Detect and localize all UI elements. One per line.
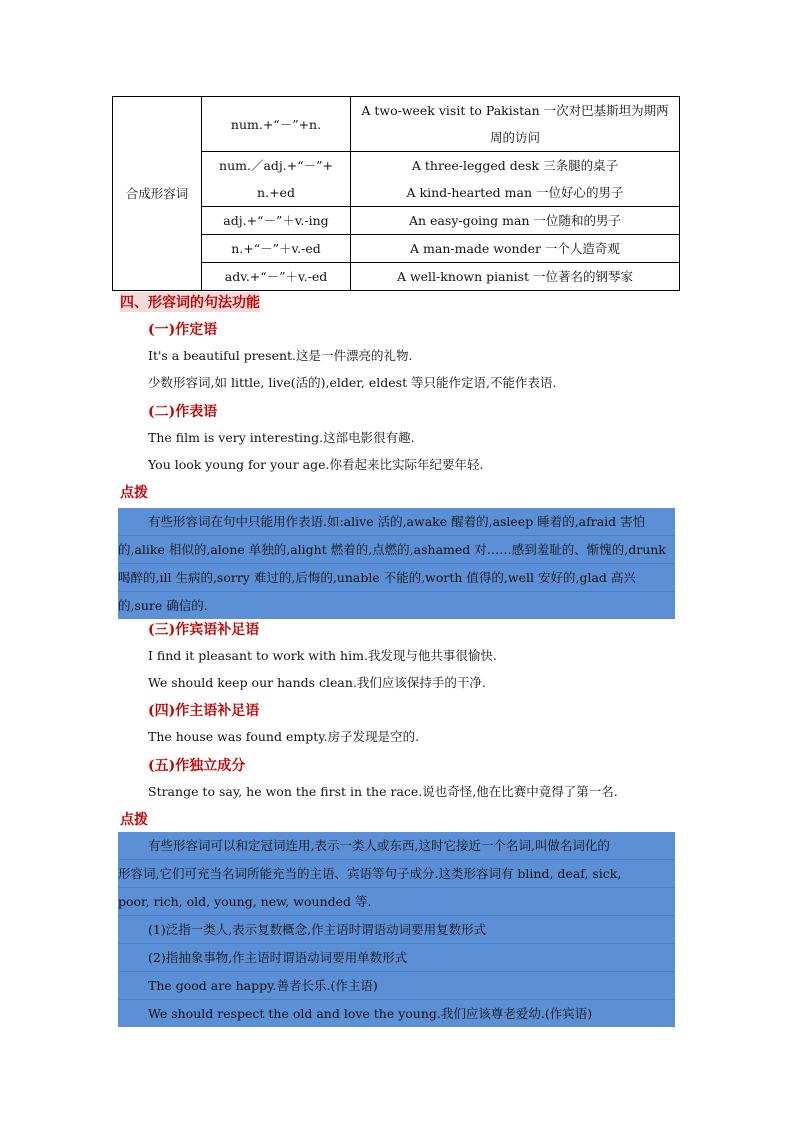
tip-line: 的,alike 相似的,alone 单独的,alight 燃着的,点燃的,ashamed 对……感到羞耻的、惭愧的,drunk xyxy=(118,536,675,564)
tip-line: 喝醉的,ill 生病的,sorry 难过的,后悔的,unable 不能的,worth 值得的,well 安好的,glad 高兴 xyxy=(118,564,675,592)
body-text: The house was found empty.房子发现是空的. xyxy=(148,729,420,744)
section-heading: 四、形容词的句法功能 xyxy=(120,292,260,312)
tip-line: 有些形容词在句中只能用作表语.如:alive 活的,awake 醒着的,asleep 睡着的,afraid 害怕 xyxy=(118,508,675,536)
pattern-cell: num.+“－”+n. xyxy=(202,97,351,152)
tip-box xyxy=(118,832,675,1027)
tip-heading: 点拨 xyxy=(120,812,148,828)
example-cell: An easy-going man 一位随和的男子 xyxy=(351,207,680,235)
table-row xyxy=(113,97,680,152)
compound-adjective-table xyxy=(112,96,680,291)
tip-heading: 点拨 xyxy=(120,485,148,501)
pattern-cell: adj.+“－”＋v.-ing xyxy=(202,207,351,235)
body-text: Strange to say, he won the first in the race.说也奇怪,他在比赛中竟得了第一名. xyxy=(148,784,618,799)
pattern-cell: adv.+“－”＋v.-ed xyxy=(202,263,351,291)
body-text: It's a beautiful present.这是一件漂亮的礼物. xyxy=(148,348,413,363)
pattern-text: n.+ed xyxy=(257,185,295,200)
tip-line: 的,sure 确信的. xyxy=(118,598,208,613)
subsection-heading: (四)作主语补足语 xyxy=(148,703,260,719)
tip-line: 有些形容词可以和定冠词连用,表示一类人或东西,这时它接近一个名词,叫做名词化的 xyxy=(118,832,675,860)
pattern-cell: n.+“－”＋v.-ed xyxy=(202,235,351,263)
tip-line: (2)指抽象事物,作主语时谓语动词要用单数形式 xyxy=(118,944,675,972)
body-text: The film is very interesting.这部电影很有趣. xyxy=(148,430,415,445)
example-cell: A well-known pianist 一位著名的钢琴家 xyxy=(351,263,680,291)
tip-line: poor, rich, old, young, new, wounded 等. xyxy=(118,888,675,916)
body-text: I find it pleasant to work with him.我发现与他共事很愉快. xyxy=(148,648,497,663)
example-text: A two-week visit to Pakistan 一次对巴基斯坦为期两 xyxy=(361,103,669,118)
example-text: A three-legged desk 三条腿的桌子 xyxy=(411,158,619,173)
pattern-text: num.／adj.+“－”+ xyxy=(219,158,333,173)
tip-line: We should respect the old and love the young.我们应该尊老爱幼.(作宾语) xyxy=(148,1006,593,1021)
body-text: 少数形容词,如 little, live(活的),elder, eldest 等只能作定语,不能作表语. xyxy=(148,375,557,390)
example-cell xyxy=(351,97,680,152)
subsection-heading: (一)作定语 xyxy=(148,322,218,338)
subsection-heading: (五)作独立成分 xyxy=(148,758,246,774)
tip-line: 形容词,它们可充当名词所能充当的主语、宾语等句子成分.这类形容词有 blind, deaf, sick, xyxy=(118,860,675,888)
subsection-heading: (三)作宾语补足语 xyxy=(148,622,260,638)
example-text: 周的访问 xyxy=(489,130,540,145)
subsection-heading: (二)作表语 xyxy=(148,404,218,420)
tip-line: The good are happy.善者长乐.(作主语) xyxy=(118,972,675,1000)
body-text: You look young for your age.你看起来比实际年纪要年轻. xyxy=(148,457,484,472)
tip-box xyxy=(118,508,675,619)
example-cell: A man-made wonder 一个人造奇观 xyxy=(351,235,680,263)
example-text: A kind-hearted man 一位好心的男子 xyxy=(406,185,624,200)
example-cell xyxy=(351,152,680,207)
category-cell: 合成形容词 xyxy=(113,97,202,291)
body-text: We should keep our hands clean.我们应该保持手的干净. xyxy=(148,675,486,690)
tip-line: (1)泛指一类人,表示复数概念,作主语时谓语动词要用复数形式 xyxy=(118,916,675,944)
pattern-cell xyxy=(202,152,351,207)
